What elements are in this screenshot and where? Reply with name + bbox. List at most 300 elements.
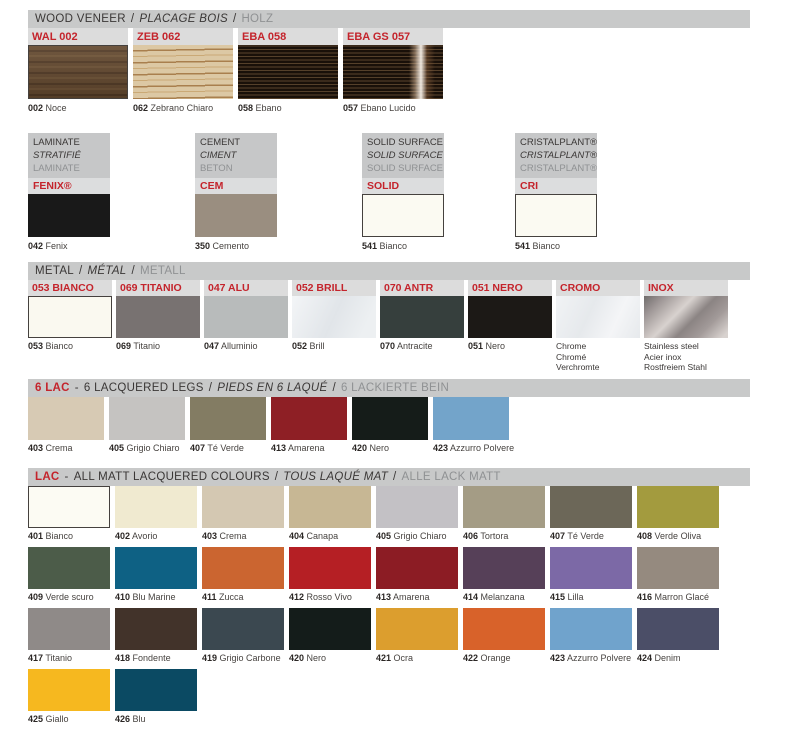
header-text-fr: TOUS LAQUÉ MAT: [283, 471, 389, 483]
swatch-code: 002: [28, 103, 44, 113]
caption-line-fr: Chromé: [556, 351, 587, 362]
swatch-name: Titanio: [45, 653, 73, 663]
material-swatch: [190, 397, 266, 440]
finish-code-label: [644, 280, 728, 296]
finish-code-label: [204, 280, 288, 296]
swatch-name: Blu: [132, 714, 146, 724]
lacquer-swatch-cell: [202, 608, 284, 664]
swatch-caption: [289, 653, 371, 664]
material-swatch: [289, 608, 371, 650]
swatch-caption: [468, 341, 552, 352]
swatch-code: 410: [115, 592, 131, 602]
swatch-name: Nero: [369, 443, 390, 453]
swatch-caption: [28, 241, 110, 252]
lacquer-row-2: [28, 547, 750, 603]
material-column: [362, 133, 444, 252]
swatch-code: 407: [550, 531, 566, 541]
section-metal: [28, 262, 750, 373]
material-swatch: [28, 669, 110, 711]
swatch-name: Té Verde: [567, 531, 604, 541]
lacquer-swatch-cell: [550, 547, 632, 603]
swatch-caption: [115, 653, 197, 664]
wood-swatch-row: [28, 28, 750, 114]
material-name-block: [362, 133, 444, 178]
header-separator: /: [393, 471, 397, 483]
material-swatch: [644, 296, 728, 338]
swatch-code: 418: [115, 653, 131, 663]
swatch-code: 416: [637, 592, 653, 602]
swatch-code: 426: [115, 714, 131, 724]
metal-swatch-cell: [468, 280, 552, 373]
material-swatch: [463, 608, 545, 650]
swatch-code: 423: [433, 443, 449, 453]
swatch-caption: [116, 341, 200, 352]
swatch-caption: [352, 443, 428, 454]
swatch-code: 412: [289, 592, 305, 602]
material-code-text: CRI: [520, 180, 539, 192]
header-separator: /: [130, 13, 135, 25]
metal-swatch-cell: [28, 280, 112, 373]
wood-veneer-header: [28, 10, 750, 28]
lacquer-swatch-cell: [202, 486, 284, 542]
lacquer-swatch-cell: [289, 486, 371, 542]
swatch-name: Bianco: [45, 531, 74, 541]
swatch-name: Tortora: [480, 531, 509, 541]
swatch-code: 420: [289, 653, 305, 663]
material-code-label: [28, 178, 110, 194]
swatch-name: Brill: [309, 341, 325, 351]
material-name-de: CRISTALPLANT®: [520, 163, 598, 174]
metal-swatch-cell: [644, 280, 728, 373]
material-name-fr: CIMENT: [200, 150, 237, 161]
finish-code-text: 070 ANTR: [384, 282, 434, 294]
material-swatch: [289, 547, 371, 589]
material-code-label: [362, 178, 444, 194]
finish-code-label: [292, 280, 376, 296]
swatch-caption: [550, 531, 632, 542]
swatch-code: 403: [202, 531, 218, 541]
swatch-code: 406: [463, 531, 479, 541]
swatch-code: 541: [515, 241, 531, 251]
swatch-code: 411: [202, 592, 217, 602]
swatch-caption: [202, 653, 284, 664]
material-name-en: SOLID SURFACE: [367, 137, 444, 148]
header-separator: /: [332, 382, 336, 394]
swatch-caption: [28, 443, 104, 454]
wood-swatch-cell: [343, 28, 443, 114]
lacquer-swatch-cell: [109, 397, 185, 454]
material-name-en: CEMENT: [200, 137, 241, 148]
lacquer-swatch-cell: [376, 547, 458, 603]
material-name-de: SOLID SURFACE: [367, 163, 444, 174]
materials-row: [28, 133, 750, 251]
swatch-code: 408: [637, 531, 653, 541]
swatch-caption: [238, 103, 338, 114]
material-swatch: [115, 608, 197, 650]
swatch-name: Amarena: [288, 443, 325, 453]
swatch-name: Zucca: [219, 592, 244, 602]
swatch-caption: [28, 531, 110, 542]
swatch-name: Verde scuro: [45, 592, 94, 602]
lacquer-swatch-cell: [271, 397, 347, 454]
swatch-code: 401: [28, 531, 44, 541]
lacquer-swatch-cell: [289, 547, 371, 603]
lacquer-swatch-cell: [352, 397, 428, 454]
swatch-code: 413: [271, 443, 287, 453]
header-text-fr: PIEDS EN 6 LAQUÉ: [217, 382, 328, 394]
swatch-name: Grigio Carbone: [219, 653, 281, 663]
material-code-text: CEM: [200, 180, 224, 192]
material-name-block: [28, 133, 110, 178]
swatch-name: Fondente: [132, 653, 171, 663]
swatch-code: 419: [202, 653, 218, 663]
wood-swatch-cell: [238, 28, 338, 114]
metal-header: [28, 262, 750, 280]
material-swatch: [28, 486, 110, 528]
wood-swatch-cell: [28, 28, 128, 114]
swatch-code: 414: [463, 592, 479, 602]
header-separator: /: [274, 471, 279, 483]
swatch-caption-multilang: [556, 341, 640, 373]
header-text-de: ALLE LACK MATT: [401, 471, 501, 483]
header-text-en: METAL: [35, 265, 74, 277]
finish-code-text: CROMO: [560, 282, 601, 294]
caption-line-fr: Acier inox: [644, 351, 682, 362]
material-swatch: [362, 194, 444, 237]
swatch-caption: [362, 241, 444, 252]
swatch-caption: [109, 443, 185, 454]
swatch-code: 422: [463, 653, 479, 663]
material-swatch: [28, 194, 110, 237]
swatch-code: 420: [352, 443, 368, 453]
swatch-caption: [463, 531, 545, 542]
swatch-code: 405: [109, 443, 125, 453]
header-text-fr: PLACAGE BOIS: [139, 13, 228, 25]
swatch-name: Verde Oliva: [654, 531, 702, 541]
header-separator: /: [79, 265, 83, 277]
swatch-name: Zebrano Chiaro: [150, 103, 214, 113]
swatch-code: 425: [28, 714, 44, 724]
finish-code-text: WAL 002: [32, 30, 78, 43]
swatch-name: Nero: [306, 653, 327, 663]
material-column: [515, 133, 597, 252]
swatch-caption: [115, 531, 197, 542]
material-swatch: [115, 547, 197, 589]
swatch-caption: [515, 241, 597, 252]
swatch-caption: [202, 592, 284, 603]
swatch-caption: [289, 592, 371, 603]
finish-code-text: 052 BRILL: [296, 282, 348, 294]
material-swatch: [352, 397, 428, 440]
header-separator: /: [131, 265, 135, 277]
swatch-code: 405: [376, 531, 392, 541]
header-code: LAC: [35, 471, 60, 483]
finish-code-label: [468, 280, 552, 296]
material-swatch: [433, 397, 509, 440]
swatch-caption: [133, 103, 233, 114]
swatch-code: 042: [28, 241, 44, 251]
header-text-en: WOOD VENEER: [35, 13, 126, 25]
material-swatch: [28, 45, 128, 99]
lacquer-swatch-cell: [637, 608, 719, 664]
swatch-caption: [28, 592, 110, 603]
swatch-name: Nero: [485, 341, 506, 351]
material-swatch: [463, 486, 545, 528]
section-matt-lacquered: [28, 468, 750, 730]
lacquer-swatch-cell: [637, 547, 719, 603]
swatch-code: 407: [190, 443, 206, 453]
material-swatch: [550, 486, 632, 528]
swatch-name: Azzurro Polvere: [450, 443, 515, 453]
swatch-name: Marron Glacé: [654, 592, 710, 602]
lacquer-swatch-cell: [463, 608, 545, 664]
material-swatch: [376, 486, 458, 528]
finish-code-label: [133, 28, 233, 45]
swatch-name: Amarena: [393, 592, 430, 602]
swatch-caption: [376, 653, 458, 664]
swatch-name: Giallo: [45, 714, 69, 724]
swatch-caption: [550, 592, 632, 603]
lacquer-swatch-cell: [115, 608, 197, 664]
material-swatch: [556, 296, 640, 338]
material-swatch: [115, 669, 197, 711]
swatch-name: Antracite: [397, 341, 433, 351]
swatch-name: Bianco: [45, 341, 74, 351]
swatch-code: 423: [550, 653, 566, 663]
section-lacquered-legs: [28, 379, 750, 454]
material-swatch: [550, 547, 632, 589]
material-swatch: [376, 608, 458, 650]
material-swatch: [28, 547, 110, 589]
material-code-text: FENIX®: [33, 180, 72, 192]
material-swatch: [28, 608, 110, 650]
swatch-code: 047: [204, 341, 220, 351]
swatch-caption: [550, 653, 632, 664]
material-name-de: LAMINATE: [33, 163, 80, 174]
material-swatch: [115, 486, 197, 528]
material-swatch: [202, 547, 284, 589]
caption-line-de: Verchromte: [556, 362, 600, 372]
material-name-fr: CRISTALPLANT®: [520, 150, 598, 161]
header-text-de: METALL: [140, 265, 186, 277]
metal-swatch-row: [28, 280, 750, 373]
metal-swatch-cell: [116, 280, 200, 373]
material-swatch: [204, 296, 288, 338]
lacquer-swatch-cell: [28, 547, 110, 603]
swatch-caption: [343, 103, 443, 114]
material-swatch: [292, 296, 376, 338]
finish-code-text: EBA GS 057: [347, 30, 411, 43]
swatch-name: Canapa: [306, 531, 339, 541]
material-name-block: [195, 133, 277, 178]
swatch-caption: [376, 531, 458, 542]
swatch-code: 069: [116, 341, 132, 351]
swatch-code: 404: [289, 531, 305, 541]
lacquer-swatch-cell: [463, 486, 545, 542]
lacquer-row-4: [28, 669, 750, 725]
swatch-name: Crema: [45, 443, 73, 453]
swatch-caption: [271, 443, 347, 454]
section-materials: [28, 133, 750, 251]
swatch-caption: [376, 592, 458, 603]
section-wood-veneer: [28, 10, 750, 114]
material-swatch: [202, 486, 284, 528]
header-text-de: HOLZ: [241, 13, 274, 25]
material-swatch: [133, 45, 233, 99]
caption-line-de: Rostfreiem Stahl: [644, 362, 707, 372]
header-text-en: ALL MATT LACQUERED COLOURS: [73, 471, 270, 483]
finish-code-label: [556, 280, 640, 296]
finish-code-label: [380, 280, 464, 296]
caption-line-en: Chrome: [556, 341, 587, 351]
header-code: 6 LAC: [35, 382, 70, 394]
lacquer-swatch-cell: [28, 608, 110, 664]
material-swatch: [238, 45, 338, 99]
lacquer-swatch-cell: [637, 486, 719, 542]
header-separator: /: [208, 382, 213, 394]
swatch-caption: [195, 241, 277, 252]
swatch-name: Orange: [480, 653, 511, 663]
swatch-code: 053: [28, 341, 44, 351]
metal-swatch-cell: [204, 280, 288, 373]
swatch-caption: [289, 531, 371, 542]
swatch-caption: [28, 341, 112, 352]
material-swatch: [550, 608, 632, 650]
swatch-caption: [28, 653, 110, 664]
header-separator: /: [232, 13, 237, 25]
lacquer-swatch-cell: [463, 547, 545, 603]
swatch-caption: [28, 714, 110, 725]
swatch-name: Denim: [654, 653, 681, 663]
swatch-caption: [380, 341, 464, 352]
metal-swatch-cell: [292, 280, 376, 373]
swatch-code: 058: [238, 103, 254, 113]
lacquer-swatch-cell: [550, 608, 632, 664]
metal-swatch-cell: [556, 280, 640, 373]
lacquer-swatch-cell: [550, 486, 632, 542]
material-swatch: [116, 296, 200, 338]
finish-code-text: ZEB 062: [137, 30, 181, 43]
swatch-code: 409: [28, 592, 44, 602]
swatch-code: 541: [362, 241, 378, 251]
material-swatch: [380, 296, 464, 338]
swatch-name: Bianco: [379, 241, 408, 251]
swatch-name: Blu Marine: [132, 592, 176, 602]
swatch-caption: [292, 341, 376, 352]
lacquer-swatch-cell: [28, 486, 110, 542]
swatch-caption: [637, 653, 719, 664]
material-swatch: [109, 397, 185, 440]
swatch-name: Noce: [45, 103, 67, 113]
lacquer-row-3: [28, 608, 750, 664]
material-swatch: [468, 296, 552, 338]
header-text-de: 6 LACKIERTE BEIN: [340, 382, 450, 394]
swatch-code: 424: [637, 653, 653, 663]
lacquered-legs-header: [28, 379, 750, 397]
lacquer-swatch-cell: [433, 397, 515, 454]
matt-lacquered-header: [28, 468, 750, 486]
swatch-code: 070: [380, 341, 396, 351]
swatch-code: 415: [550, 592, 566, 602]
swatch-name: Alluminio: [221, 341, 258, 351]
swatch-code: 051: [468, 341, 484, 351]
material-swatch: [343, 45, 443, 99]
swatch-caption: [637, 531, 719, 542]
material-swatch: [202, 608, 284, 650]
swatch-caption: [463, 653, 545, 664]
material-swatch: [637, 486, 719, 528]
swatch-name: Ebano Lucido: [360, 103, 416, 113]
swatch-code: 057: [343, 103, 359, 113]
swatch-name: Avorio: [132, 531, 158, 541]
material-column: [195, 133, 277, 252]
material-name-block: [515, 133, 597, 178]
material-swatch: [637, 608, 719, 650]
material-swatch: [289, 486, 371, 528]
finish-code-label: [238, 28, 338, 45]
swatch-name: Grigio Chiaro: [126, 443, 180, 453]
finish-code-text: 051 NERO: [472, 282, 523, 294]
swatch-caption: [115, 592, 197, 603]
swatch-name: Fenix: [45, 241, 68, 251]
material-swatch: [271, 397, 347, 440]
lacquer-swatch-cell: [28, 669, 110, 725]
material-code-text: SOLID: [367, 180, 400, 192]
swatch-code: 350: [195, 241, 211, 251]
metal-swatch-cell: [380, 280, 464, 373]
swatch-name: Azzurro Polvere: [567, 653, 632, 663]
finish-code-text: 047 ALU: [208, 282, 250, 294]
finish-code-label: [28, 28, 128, 45]
swatch-name: Lilla: [567, 592, 584, 602]
swatch-code: 402: [115, 531, 131, 541]
swatch-code: 413: [376, 592, 392, 602]
material-swatch: [637, 547, 719, 589]
swatch-caption: [115, 714, 197, 725]
lacquer-swatch-cell: [115, 486, 197, 542]
material-code-label: [195, 178, 277, 194]
swatch-caption: [463, 592, 545, 603]
swatch-name: Grigio Chiaro: [393, 531, 447, 541]
swatch-name: Té Verde: [207, 443, 244, 453]
swatch-name: Rosso Vivo: [306, 592, 352, 602]
swatch-name: Bianco: [532, 241, 561, 251]
wood-swatch-cell: [133, 28, 233, 114]
material-swatch: [376, 547, 458, 589]
swatch-name: Titanio: [133, 341, 161, 351]
swatch-caption: [28, 103, 128, 114]
finish-code-text: 069 TITANIO: [120, 282, 182, 294]
swatch-code: 052: [292, 341, 308, 351]
material-swatch: [515, 194, 597, 237]
material-swatch: [195, 194, 277, 237]
swatch-name: Melanzana: [480, 592, 525, 602]
lacquer-row-1: [28, 486, 750, 542]
finish-code-label: [116, 280, 200, 296]
header-dash: -: [64, 471, 69, 483]
swatch-name: Cemento: [212, 241, 250, 251]
finish-code-label: [343, 28, 443, 45]
swatch-code: 403: [28, 443, 44, 453]
swatch-name: Ocra: [393, 653, 414, 663]
swatch-code: 421: [376, 653, 392, 663]
material-name-en: CRISTALPLANT®: [520, 137, 598, 148]
lacquer-swatch-cell: [115, 669, 197, 725]
header-dash: -: [74, 382, 79, 394]
header-text-fr: MÉTAL: [87, 265, 127, 277]
caption-line-en: Stainless steel: [644, 341, 699, 351]
finish-code-label: [28, 280, 112, 296]
